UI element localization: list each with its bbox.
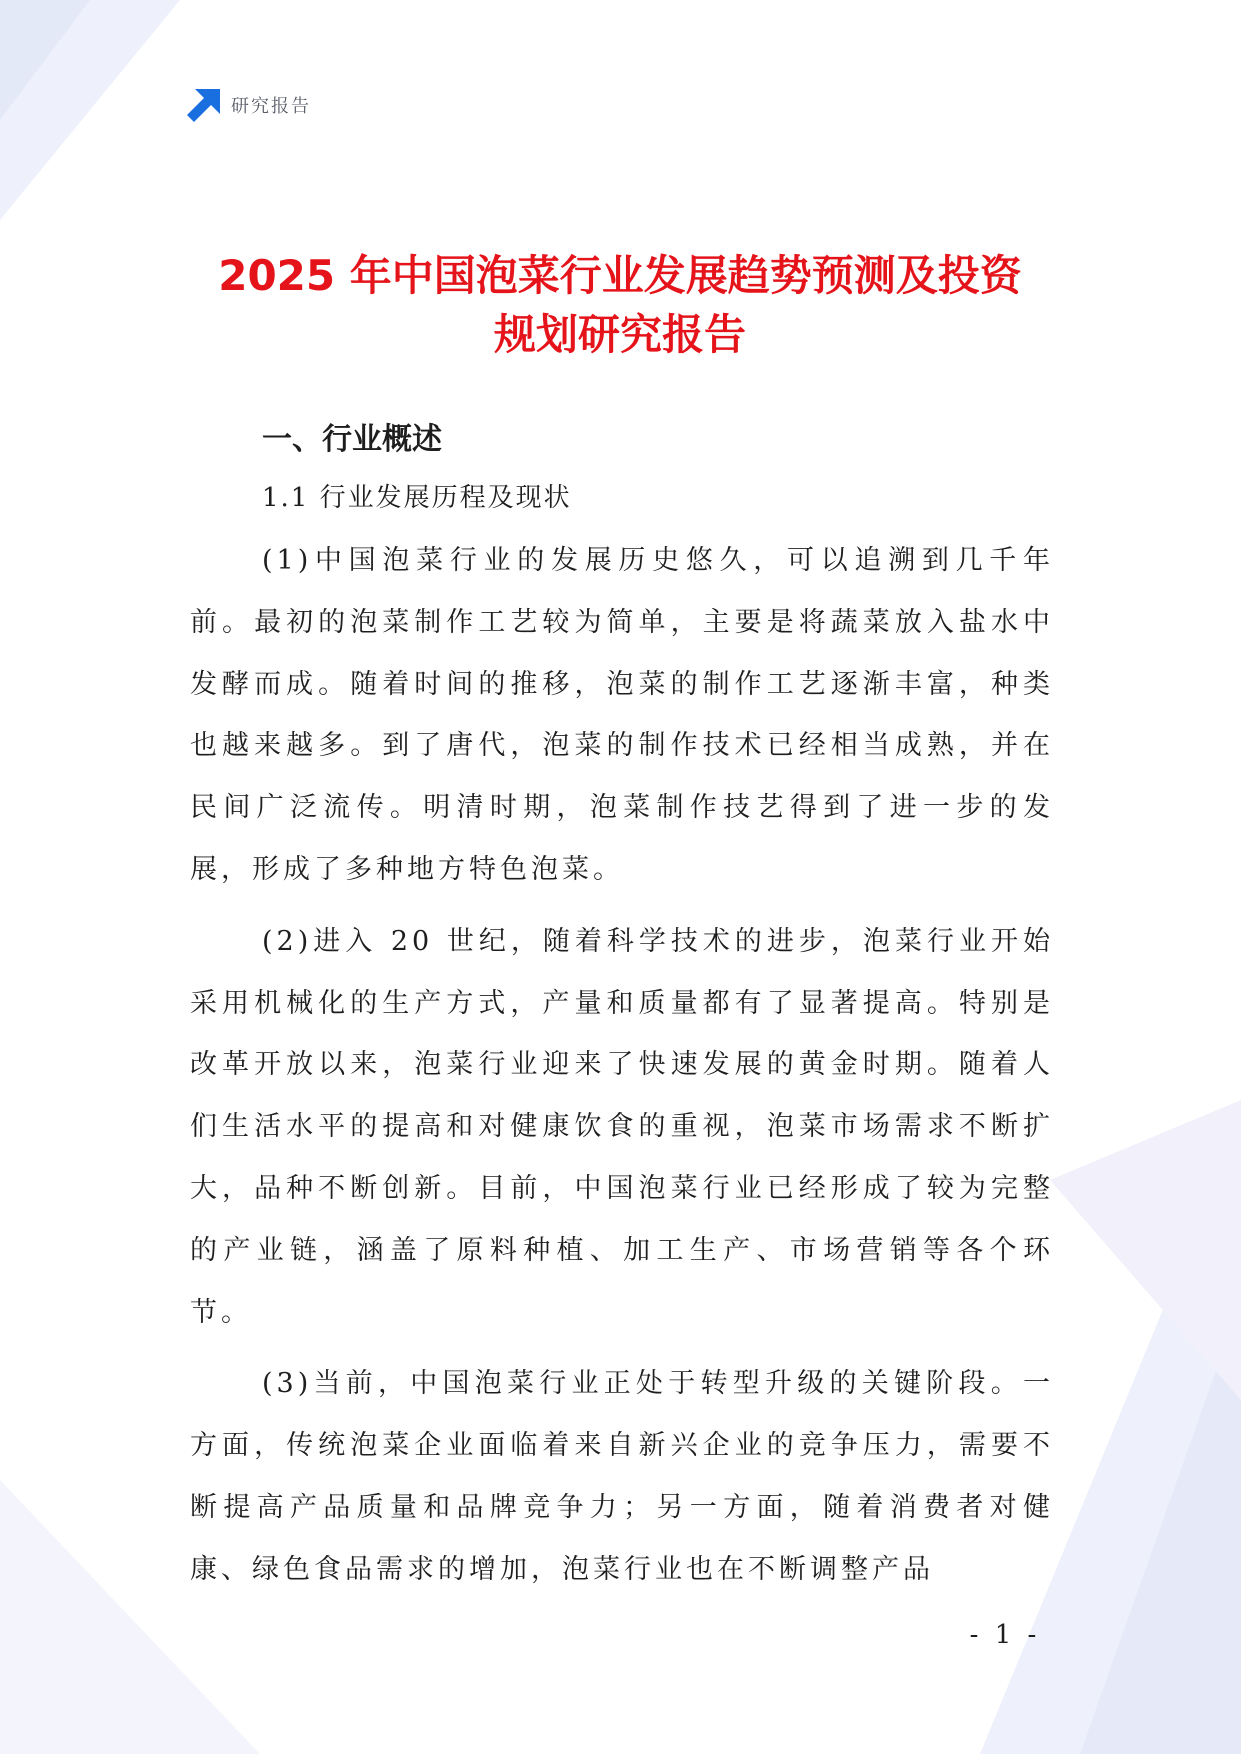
page-number: - 1 -	[969, 1620, 1041, 1650]
header	[187, 88, 311, 122]
title-line-1: 2025 年中国泡菜行业发展趋势预测及投资	[218, 251, 1022, 301]
document-body	[190, 418, 1054, 1601]
title-line-2: 规划研究报告	[493, 310, 746, 360]
paragraph-2: (2)进入 20 世纪，随着科学技术的进步，泡菜行业开始采用机械化的生产方式，产量和质量都有了显著提高。特别是改革开放以来，泡菜行业迎来了快速发展的黄金时期。随着人们生活水平的提高和对健康饮食的重视，泡菜市场需求不断扩大，品种不断创新。目前，中国泡菜行业已经形成了较为完整的产业链，涵盖了原料种植、加工生产、市场营销等各个环节。	[190, 925, 1054, 1328]
sub-heading: 1.1 行业发展历程及现状	[262, 483, 572, 513]
paragraph-3: (3)当前，中国泡菜行业正处于转型升级的关键阶段。一方面，传统泡菜企业面临着来自新兴企业的竞争压力，需要不断提高产品质量和品牌竞争力；另一方面，随着消费者对健康、绿色食品需求的增加，泡菜行业也在不断调整产品	[190, 1368, 1054, 1585]
paragraph-1: (1)中国泡菜行业的发展历史悠久，可以追溯到几千年前。最初的泡菜制作工艺较为简单，主要是将蔬菜放入盐水中发酵而成。随着时间的推移，泡菜的制作工艺逐渐丰富，种类也越来越多。到了唐代，泡菜的制作技术已经相当成熟，并在民间广泛流传。明清时期，泡菜制作技艺得到了进一步的发展，形成了多种地方特色泡菜。	[190, 545, 1054, 885]
document-title	[150, 246, 1090, 364]
header-label: 研究报告	[231, 96, 311, 117]
section-heading: 一、行业概述	[262, 422, 442, 457]
arrow-up-right-icon	[187, 88, 221, 122]
